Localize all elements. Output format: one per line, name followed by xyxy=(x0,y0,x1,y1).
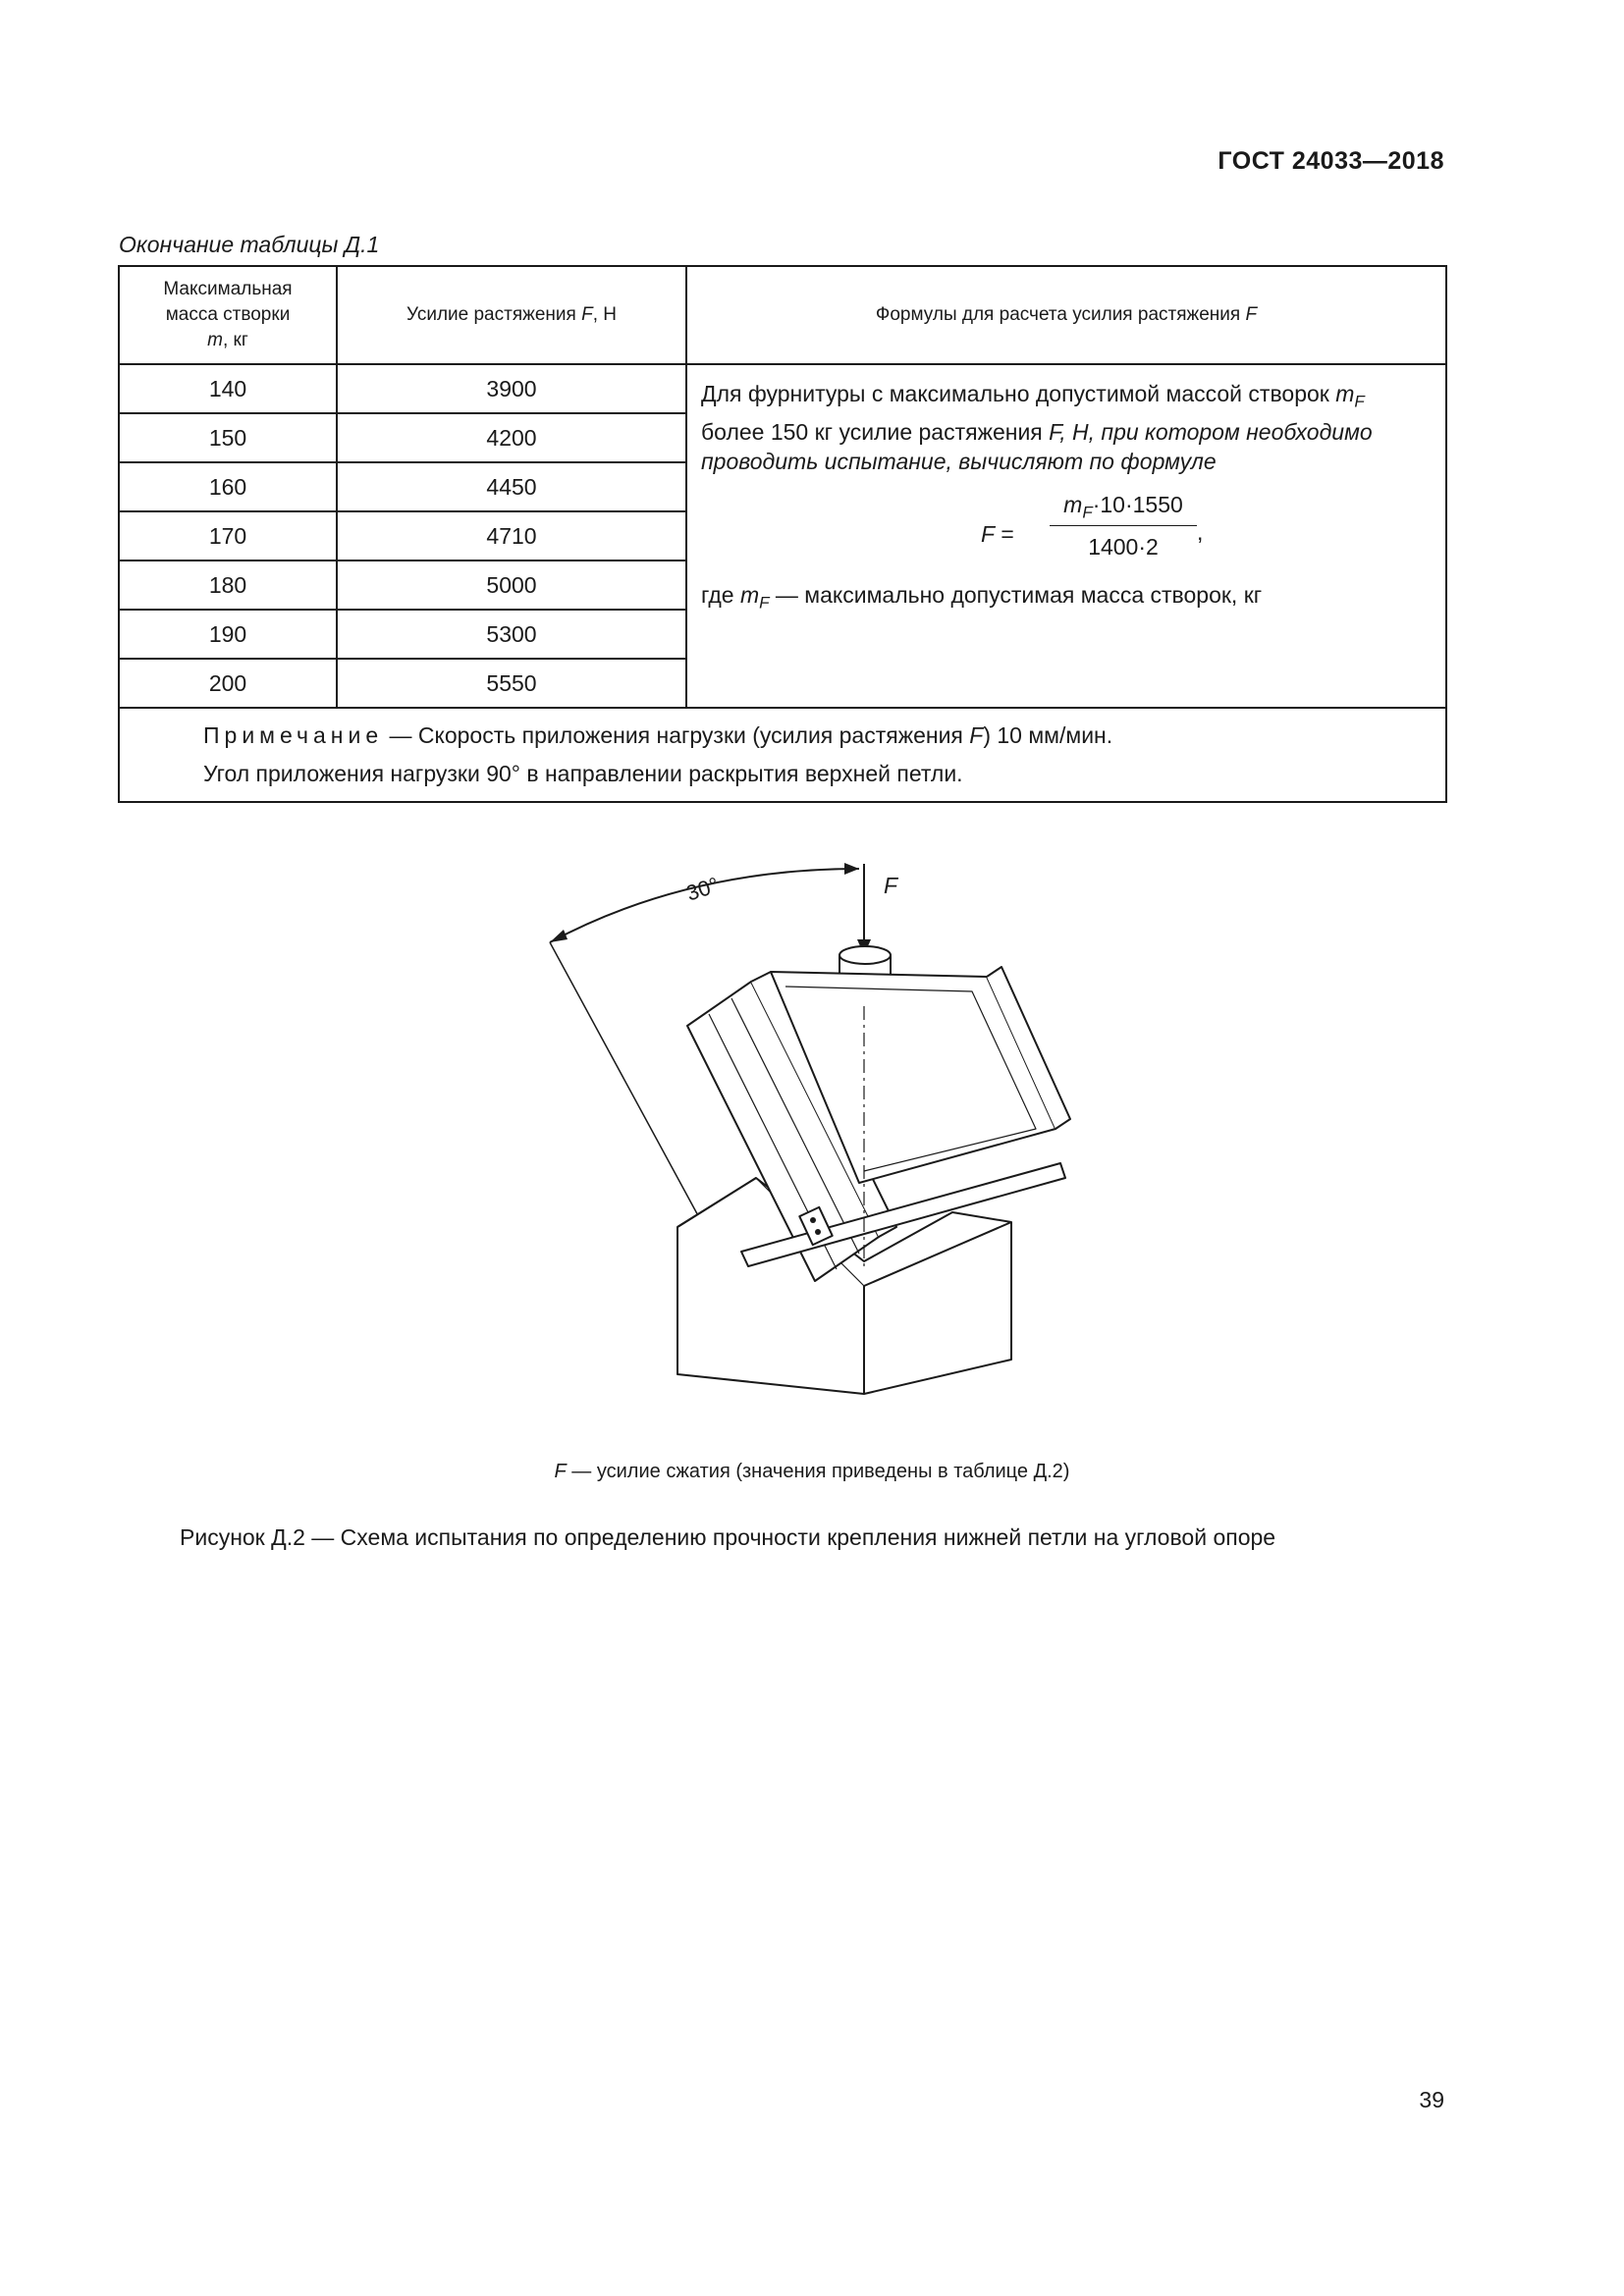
note-label: Примечание xyxy=(203,722,384,748)
document-code: ГОСТ 24033—2018 xyxy=(1218,147,1444,175)
force-label: F xyxy=(884,873,898,898)
force-cell: 4200 xyxy=(337,413,686,462)
table-row xyxy=(119,364,1446,413)
mass-cell: 160 xyxy=(119,462,337,511)
mass-cell: 200 xyxy=(119,659,337,708)
arc-arrow-right xyxy=(844,863,859,875)
page-number: 39 xyxy=(1419,2087,1444,2112)
force-cell: 3900 xyxy=(337,364,686,413)
formula: F = $m_F\cdot 10\cdot 1550$ 1400·2 , xyxy=(981,491,1204,560)
figure-caption: Рисунок Д.2 — Схема испытания по определению прочности крепления нижней петли на угловой опоре xyxy=(180,1524,1276,1550)
table-note-row xyxy=(119,708,1446,802)
force-cell: 4450 xyxy=(337,462,686,511)
table-note: Примечание — Скорость приложения нагрузки (усилия растяжения F) 10 мм/мин. Угол приложения нагрузки 90° в направлении раскрытия верхней петли. xyxy=(119,708,1446,802)
formula-cell: Для фурнитуры с максимально допустимой массой створок $m_F$ более 150 кг усилие растяжения F, Н, при котором необходимо проводить испытание, вычисляют по формуле F = $m_F\cdot 10\cdot 1550$ 1400·2 , где $m_F$ — максимально допустимая масса створок, кг xyxy=(686,364,1446,708)
extension-line xyxy=(550,942,707,1232)
formula-where: где $m_F$ — максимально допустимая масса створок, кг xyxy=(701,581,1263,613)
arc-arrow-left xyxy=(550,930,568,942)
formula-lhs: F = xyxy=(981,520,1014,547)
table-header-row xyxy=(119,266,1446,364)
angle-label: 30° xyxy=(682,872,723,906)
force-cell: 4710 xyxy=(337,511,686,561)
mass-cell: 150 xyxy=(119,413,337,462)
fraction-bar xyxy=(1050,525,1197,526)
mass-cell: 190 xyxy=(119,610,337,659)
formula-numerator: $m_F\cdot 10\cdot 1550$ xyxy=(1063,491,1183,522)
test-scheme-figure xyxy=(491,849,1100,1418)
mass-cell: 140 xyxy=(119,364,337,413)
formula-denominator: 1400·2 xyxy=(1088,533,1159,560)
header-force: Усилие растяжения F, Н xyxy=(337,266,686,364)
load-table xyxy=(118,265,1447,803)
force-cell: 5000 xyxy=(337,561,686,610)
header-formula: Формулы для расчета усилия растяжения F xyxy=(686,266,1446,364)
header-mass: Максимальная масса створки m, кг xyxy=(119,266,337,364)
force-cell: 5550 xyxy=(337,659,686,708)
force-cell: 5300 xyxy=(337,610,686,659)
mass-cell: 170 xyxy=(119,511,337,561)
mass-cell: 180 xyxy=(119,561,337,610)
table-caption: Окончание таблицы Д.1 xyxy=(119,232,380,257)
figure-legend: F — усилие сжатия (значения приведены в таблице Д.2) xyxy=(554,1461,1070,1482)
